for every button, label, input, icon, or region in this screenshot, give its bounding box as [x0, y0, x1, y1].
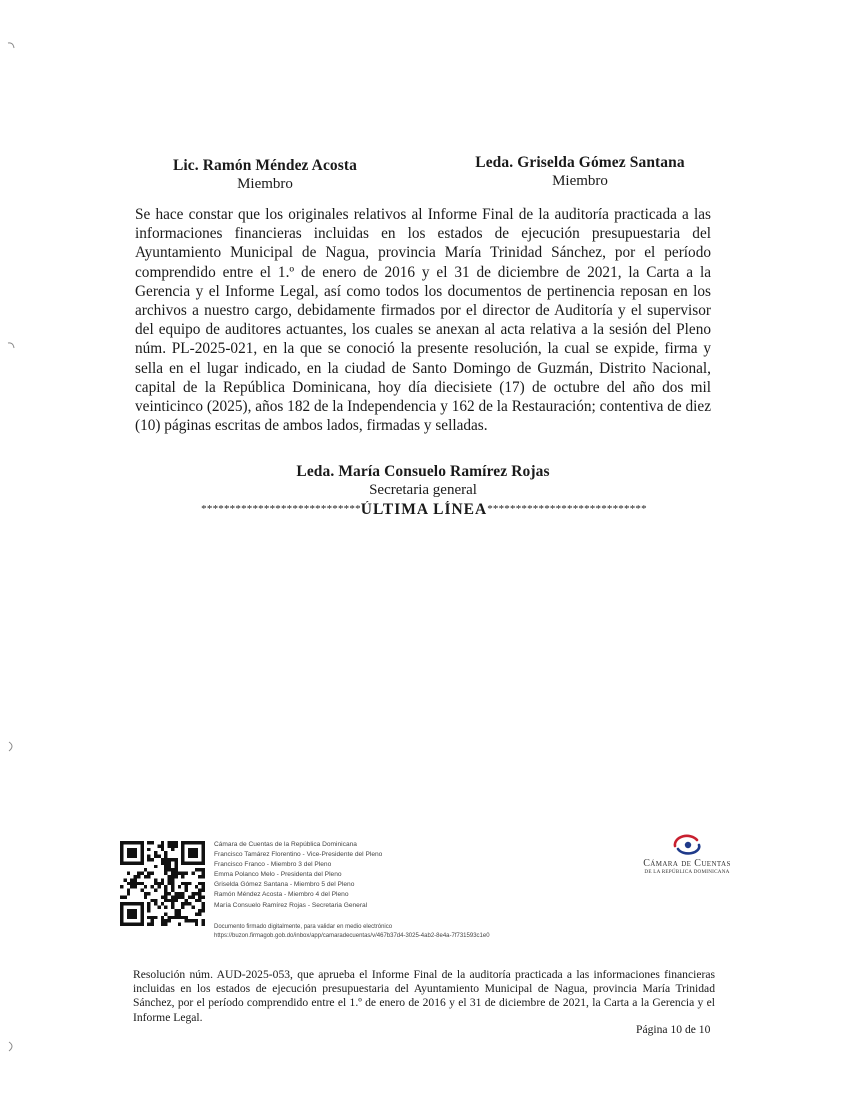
signer-name: Leda. María Consuelo Ramírez Rojas [296, 463, 550, 480]
verification-url: https://buzon.firmagob.gob.do/inbox/app/camaradecuentas/v/467b37d4-3025-4ab2-8e4a-7f731593c1e0 [214, 933, 490, 939]
logo-name: Cámara de Cuentas [643, 858, 731, 869]
footer-reference: Resolución núm. AUD-2025-053, que aprueba el Informe Final de la auditoría practicada a las informaciones financieras incluidas en los estados de ejecución presupuestaria del Ayuntamiento Municipal de Nagua, provincia María Trinidad Sánchez, por el período comprendido entre el 1.º de enero de 2016 y el 31 de diciembre de 2021, la Carta a la Gerencia y el Informe Legal. [133, 968, 715, 1024]
signer-line: María Consuelo Ramírez Rojas - Secretaria General [214, 901, 368, 909]
signer-name: Leda. Griselda Gómez Santana [475, 154, 685, 171]
asterisk-rule: **************************** [201, 503, 361, 515]
signer-line: Ramón Méndez Acosta - Miembro 4 del Pleno [214, 891, 349, 899]
logo-subtitle: DE LA REPÚBLICA DOMINICANA [644, 869, 730, 875]
signer-line: Emma Polanco Melo - Presidenta del Pleno [214, 871, 342, 879]
asterisk-rule: **************************** [487, 503, 647, 515]
verification-text: Documento firmado digitalmente, para validar en medio electrónico [214, 924, 393, 930]
punch-hole-mark [6, 40, 16, 52]
last-line-label: ÚLTIMA LÍNEA [360, 501, 488, 518]
signer-name: Lic. Ramón Méndez Acosta [172, 157, 358, 174]
signer-role: Secretaria general [369, 482, 477, 498]
verification-note [214, 923, 634, 941]
signature-block-right [455, 153, 705, 191]
signer-line: Francisco Tamárez Florentino - Vice-Presidente del Pleno [214, 851, 383, 859]
qr-code-icon [120, 841, 205, 926]
camara-de-cuentas-logo-icon [669, 832, 705, 858]
signature-block-secretary [263, 462, 583, 500]
signature-block-left [140, 156, 390, 194]
last-line-marker [134, 501, 714, 519]
signer-line: Griselda Gómez Santana - Miembro 5 del Pleno [214, 881, 355, 889]
signer-role: Miembro [552, 173, 608, 189]
punch-hole-mark [6, 740, 16, 752]
digital-signers-list [214, 840, 614, 911]
signer-line: Cámara de Cuentas de la República Dominicana [214, 841, 357, 848]
institution-logo [632, 832, 742, 882]
punch-hole-mark [6, 1040, 16, 1052]
page-number: Página 10 de 10 [636, 1023, 711, 1036]
signer-line: Francisco Franco - Miembro 3 del Pleno [214, 861, 332, 869]
signer-role: Miembro [237, 176, 293, 192]
certification-paragraph: Se hace constar que los originales relativos al Informe Final de la auditoría practicada a las informaciones financieras incluidas en los estados de ejecución presupuestaria del Ayuntamiento Municipal de Nagua, provincia María Trinidad Sánchez, por el período comprendido entre el 1.º de enero de 2016 y el 31 de diciembre de 2021, la Carta a la Gerencia y el Informe Legal, así como todos los documentos de pertinencia reposan en los archivos a nuestro cargo, debidamente firmados por el director de Auditoría y el supervisor del equipo de auditores actuantes, los cuales se anexan al acta relativa a la sesión del Pleno núm. PL-2025-021, en la que se conoció la presente resolución, la cual se expide, firma y sella en el lugar indicado, en la ciudad de Santo Domingo de Guzmán, Distrito Nacional, capital de la República Dominicana, hoy día diecisiete (17) de octubre del año dos mil veinticinco (2025), años 182 de la Independencia y 162 de la Restauración; contentiva de diez (10) páginas escritas de ambos lados, firmadas y selladas. [135, 206, 711, 435]
punch-hole-mark [6, 340, 16, 352]
